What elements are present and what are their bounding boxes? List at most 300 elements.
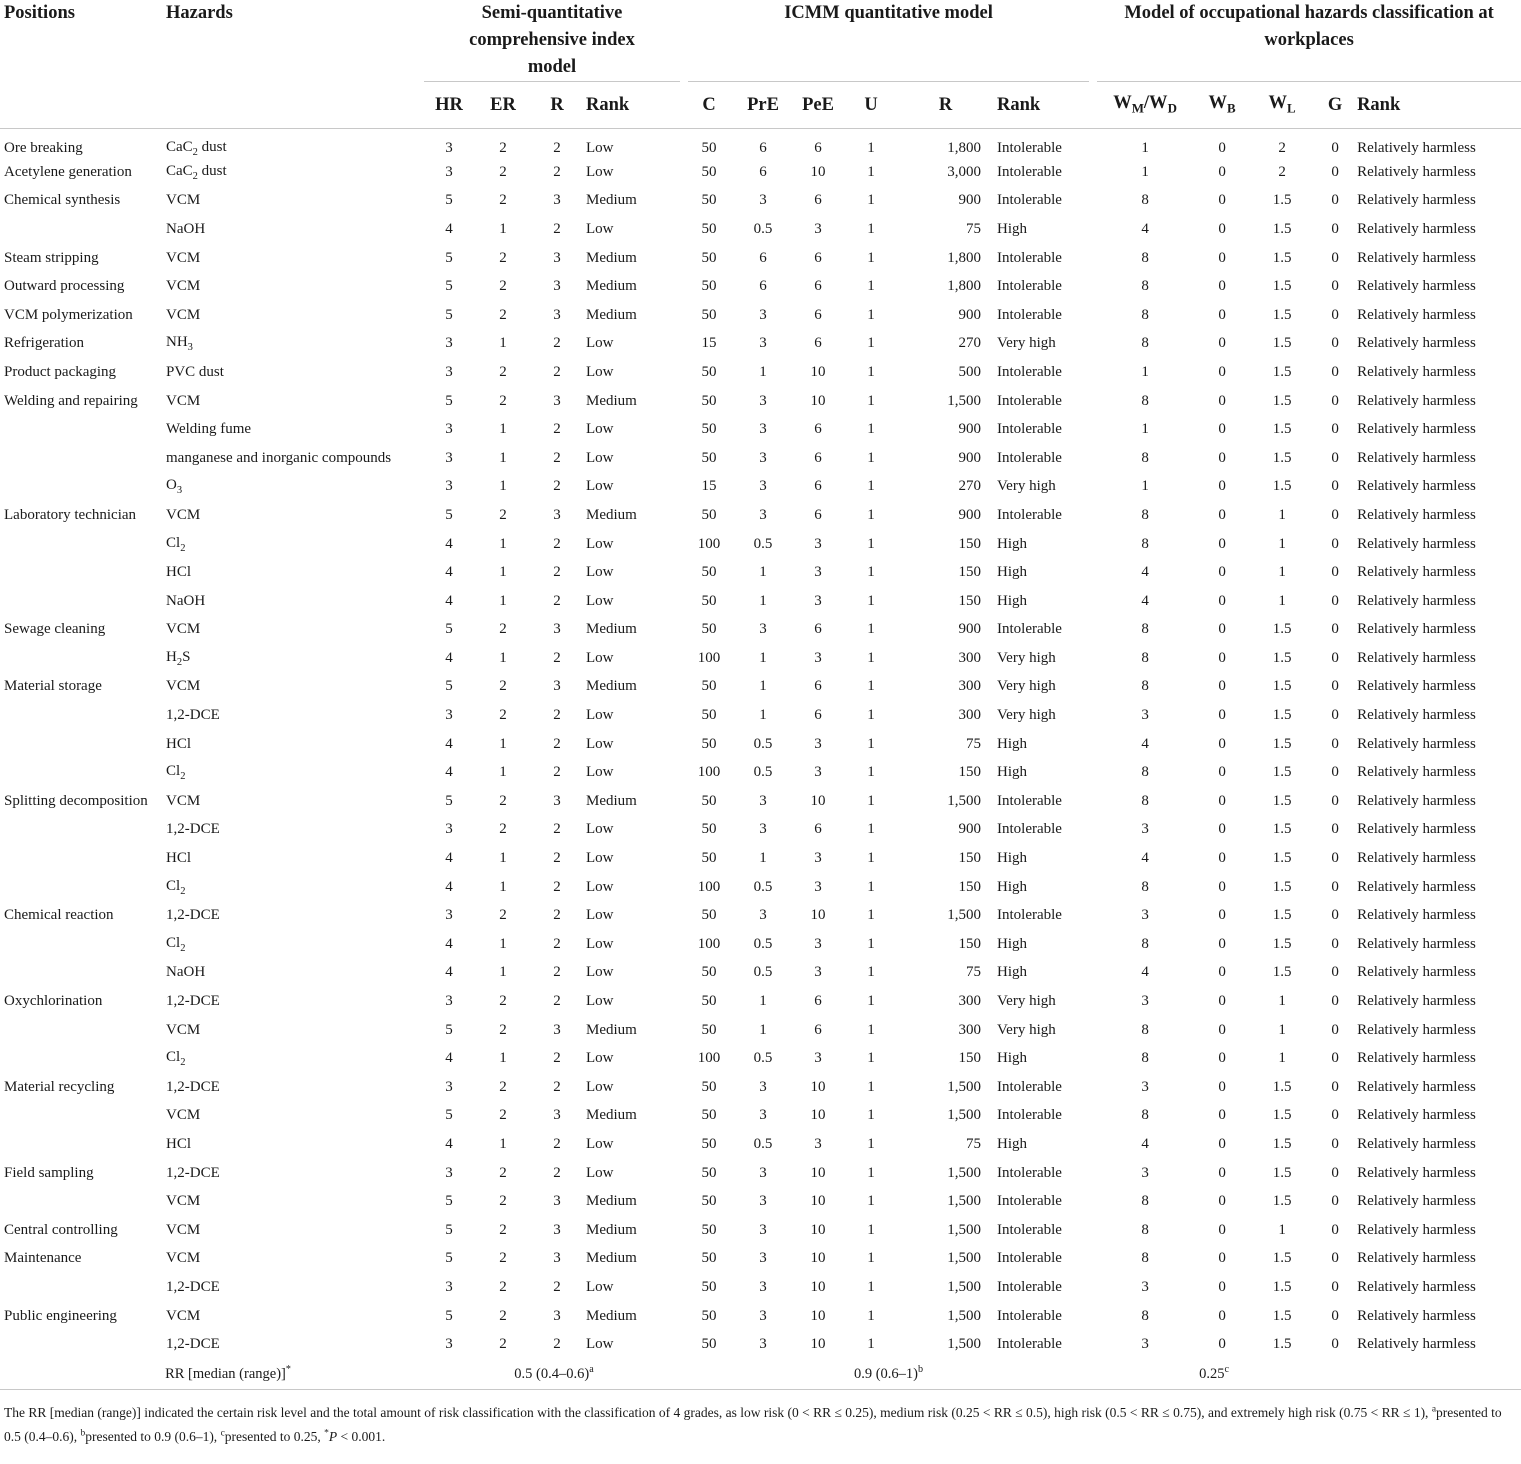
table-row [0, 1130, 1521, 1159]
cell-icmm-rank: Intolerable [997, 163, 1062, 180]
cell-sq-rank: Low [586, 421, 614, 438]
cell-icmm-r: 150 [958, 850, 981, 867]
cell-wl: 1.5 [1272, 707, 1292, 724]
cell-icmm-rank: Intolerable [997, 621, 1062, 638]
cell-icmm-rank: High [997, 1135, 1027, 1152]
cell-icmm-pre: 3 [759, 1221, 767, 1238]
cell-sq-rank: Medium [586, 506, 637, 523]
cell-sq-r: 3 [553, 506, 561, 523]
cell-wb: 0 [1218, 249, 1226, 266]
cell-sq-er: 2 [499, 1078, 507, 1095]
cell-icmm-pee: 10 [810, 163, 826, 180]
cell-sq-rank: Low [586, 764, 614, 781]
cell-icmm-u: 1 [867, 220, 875, 237]
cell-icmm-pee: 10 [810, 1250, 826, 1267]
rr-occupational [1093, 1359, 1521, 1390]
cell-icmm-pee: 6 [814, 449, 822, 466]
cell-wb: 0 [1218, 907, 1226, 924]
cell-icmm-r: 1,500 [947, 907, 981, 924]
cell-icmm-rank: Intolerable [997, 140, 1062, 156]
rr-label-text: RR [median (range)]* [165, 1364, 291, 1383]
col-wb-label: $W_B$ [1208, 93, 1236, 116]
table-row [0, 816, 1521, 845]
cell-sq-hr: 4 [445, 220, 453, 237]
cell-icmm-u: 1 [867, 335, 875, 352]
cell-sq-hr: 3 [445, 1336, 453, 1353]
table-row [0, 1216, 1521, 1245]
cell-icmm-pee: 10 [810, 363, 826, 380]
cell-sq-r: 2 [553, 592, 561, 609]
cell-sq-r: 2 [553, 1164, 561, 1181]
cell-sq-er: 2 [499, 306, 507, 323]
table-footnote [0, 1389, 1521, 1447]
cell-wm-wd: 8 [1141, 649, 1149, 666]
cell-icmm-pee: 3 [814, 1135, 822, 1152]
cell-icmm-rank: Very high [997, 1021, 1056, 1038]
cell-wl: 1 [1278, 506, 1286, 523]
cell-icmm-pre: 1 [759, 707, 767, 724]
cell-icmm-r: 150 [958, 564, 981, 581]
cell-icmm-u: 1 [867, 363, 875, 380]
cell-icmm-c: 50 [701, 792, 717, 809]
table-footnote-text: The RR [median (range)] indicated the certain risk level and the total amount of risk classification with the classification of 4 grades, as low risk (0 < RR ≤ 0.25), medium risk (0.25 < RR ≤ 0.5), high risk (0.5 < RR ≤ 0.75), and extremely high risk (0.75 < RR ≤ 1), $^a$presented to 0.5 (0.4–0.6), $^b$presented to 0.9 (0.6–1), $^c$presented to 0.25, *P < 0.001. [4, 1404, 1502, 1444]
cell-icmm-pee: 3 [814, 850, 822, 867]
table-row [0, 244, 1521, 273]
cell-occ-rank: Relatively harmless [1357, 220, 1476, 237]
cell-g: 0 [1331, 1193, 1339, 1210]
cell-occ-rank: Relatively harmless [1357, 1336, 1476, 1353]
cell-sq-hr: 4 [445, 735, 453, 752]
cell-icmm-pre: 0.5 [753, 220, 773, 237]
table-row [0, 301, 1521, 330]
cell-icmm-u: 1 [867, 678, 875, 695]
table-row [0, 330, 1521, 359]
cell-hazard: VCM [166, 1193, 201, 1210]
cell-g: 0 [1331, 678, 1339, 695]
cell-occ-rank: Relatively harmless [1357, 621, 1476, 638]
cell-sq-er: 2 [499, 192, 507, 209]
cell-wb: 0 [1218, 993, 1226, 1010]
table-row [0, 215, 1521, 244]
cell-icmm-pre: 1 [759, 993, 767, 1010]
cell-sq-er: 2 [499, 163, 507, 180]
cell-sq-r: 2 [553, 964, 561, 981]
cell-sq-r: 2 [553, 140, 561, 156]
cell-sq-hr: 5 [445, 678, 453, 695]
table-row [0, 187, 1521, 216]
cell-icmm-u: 1 [867, 1107, 875, 1124]
cell-sq-hr: 3 [445, 449, 453, 466]
cell-sq-hr: 5 [445, 278, 453, 295]
table-row [0, 758, 1521, 787]
col-icmm-r: R [938, 94, 953, 115]
cell-occ-rank: Relatively harmless [1357, 1164, 1476, 1181]
cell-sq-er: 2 [499, 1336, 507, 1353]
cell-icmm-pre: 1 [759, 1021, 767, 1038]
cell-hazard: $NH_3$ [166, 334, 193, 354]
cell-wl: 1.5 [1272, 935, 1292, 952]
cell-sq-hr: 5 [445, 192, 453, 209]
cell-wm-wd: 8 [1141, 621, 1149, 638]
cell-hazard: VCM [166, 792, 201, 809]
table-row [0, 959, 1521, 988]
cell-sq-hr: 5 [445, 1307, 453, 1324]
cell-sq-r: 2 [553, 478, 561, 495]
cell-icmm-r: 900 [958, 821, 981, 838]
cell-occ-rank: Relatively harmless [1357, 140, 1476, 156]
cell-icmm-rank: High [997, 935, 1027, 952]
cell-icmm-rank: Intolerable [997, 1164, 1062, 1181]
cell-occ-rank: Relatively harmless [1357, 735, 1476, 752]
cell-icmm-rank: Intolerable [997, 821, 1062, 838]
cell-icmm-rank: High [997, 592, 1027, 609]
cell-sq-r: 2 [553, 335, 561, 352]
cell-icmm-pre: 3 [759, 506, 767, 523]
cell-icmm-pee: 10 [810, 392, 826, 409]
group-icmm-title: ICMM quantitative model [688, 0, 1089, 82]
cell-hazard: NaOH [166, 964, 206, 981]
cell-icmm-pee: 6 [814, 678, 822, 695]
cell-wb: 0 [1218, 1135, 1226, 1152]
cell-wl: 1 [1278, 1221, 1286, 1238]
cell-sq-r: 2 [553, 878, 561, 895]
cell-position: Welding and repairing [4, 392, 138, 409]
cell-sq-r: 2 [553, 707, 561, 724]
cell-icmm-c: 50 [701, 850, 717, 867]
cell-icmm-pre: 1 [759, 564, 767, 581]
cell-icmm-pre: 3 [759, 1164, 767, 1181]
cell-sq-rank: Medium [586, 1307, 637, 1324]
cell-icmm-pee: 3 [814, 764, 822, 781]
cell-g: 0 [1331, 1050, 1339, 1067]
cell-icmm-u: 1 [867, 1193, 875, 1210]
col-hazards: Hazards [166, 3, 233, 23]
cell-wl: 1.5 [1272, 649, 1292, 666]
cell-wl: 1.5 [1272, 278, 1292, 295]
cell-icmm-c: 50 [701, 1250, 717, 1267]
cell-sq-r: 2 [553, 735, 561, 752]
cell-sq-rank: Low [586, 993, 614, 1010]
cell-position: Splitting decomposition [4, 792, 148, 809]
cell-sq-hr: 4 [445, 878, 453, 895]
cell-hazard: $H_2S$ [166, 648, 191, 668]
cell-sq-hr: 3 [445, 1278, 453, 1295]
cell-occ-rank: Relatively harmless [1357, 764, 1476, 781]
cell-sq-hr: 3 [445, 478, 453, 495]
cell-sq-r: 2 [553, 449, 561, 466]
cell-sq-rank: Low [586, 592, 614, 609]
cell-wm-wd: 4 [1141, 220, 1149, 237]
cell-sq-hr: 3 [445, 363, 453, 380]
col-icmm-pee: PeE [802, 94, 834, 115]
cell-sq-r: 2 [553, 564, 561, 581]
cell-wm-wd: 1 [1141, 421, 1149, 438]
cell-icmm-c: 100 [697, 535, 721, 552]
cell-icmm-pee: 6 [814, 306, 822, 323]
cell-wb: 0 [1218, 163, 1226, 180]
cell-icmm-c: 50 [701, 220, 717, 237]
cell-sq-rank: Low [586, 535, 614, 552]
cell-position [0, 844, 162, 873]
cell-wb: 0 [1218, 1336, 1226, 1353]
cell-icmm-rank: Intolerable [997, 421, 1062, 438]
cell-hazard: VCM [166, 278, 201, 295]
cell-g: 0 [1331, 306, 1339, 323]
cell-icmm-pee: 6 [814, 621, 822, 638]
cell-hazard: VCM [166, 1021, 201, 1038]
cell-icmm-pee: 3 [814, 964, 822, 981]
cell-wm-wd: 4 [1141, 735, 1149, 752]
cell-icmm-r: 150 [958, 535, 981, 552]
cell-occ-rank: Relatively harmless [1357, 935, 1476, 952]
cell-icmm-u: 1 [867, 993, 875, 1010]
cell-wm-wd: 8 [1141, 506, 1149, 523]
cell-wm-wd: 1 [1141, 363, 1149, 380]
cell-wb: 0 [1218, 850, 1226, 867]
cell-sq-er: 1 [499, 850, 507, 867]
cell-wl: 1.5 [1272, 478, 1292, 495]
cell-icmm-pre: 0.5 [753, 1050, 773, 1067]
cell-icmm-pee: 10 [810, 1107, 826, 1124]
cell-icmm-pre: 1 [759, 678, 767, 695]
cell-position [0, 816, 162, 845]
cell-g: 0 [1331, 935, 1339, 952]
cell-icmm-r: 150 [958, 1050, 981, 1067]
cell-position [0, 1273, 162, 1302]
cell-icmm-r: 150 [958, 935, 981, 952]
cell-icmm-r: 1,500 [947, 1107, 981, 1124]
cell-sq-er: 2 [499, 140, 507, 156]
cell-wm-wd: 3 [1141, 821, 1149, 838]
cell-icmm-u: 1 [867, 1078, 875, 1095]
cell-sq-er: 1 [499, 764, 507, 781]
cell-hazard: $Cl_2$ [166, 1049, 186, 1069]
cell-sq-hr: 5 [445, 621, 453, 638]
cell-sq-er: 1 [499, 449, 507, 466]
cell-wm-wd: 8 [1141, 306, 1149, 323]
table-row [0, 558, 1521, 587]
cell-icmm-c: 50 [701, 907, 717, 924]
cell-wb: 0 [1218, 1107, 1226, 1124]
cell-wl: 1 [1278, 592, 1286, 609]
cell-sq-er: 2 [499, 1193, 507, 1210]
cell-icmm-u: 1 [867, 449, 875, 466]
cell-position [0, 444, 162, 473]
cell-icmm-pre: 3 [759, 1307, 767, 1324]
cell-g: 0 [1331, 192, 1339, 209]
cell-occ-rank: Relatively harmless [1357, 564, 1476, 581]
cell-hazard: manganese and inorganic compounds [166, 449, 392, 466]
cell-sq-er: 2 [499, 907, 507, 924]
table-row [0, 1073, 1521, 1102]
cell-g: 0 [1331, 592, 1339, 609]
cell-wb: 0 [1218, 707, 1226, 724]
cell-g: 0 [1331, 850, 1339, 867]
cell-icmm-r: 75 [966, 735, 981, 752]
cell-position: Steam stripping [4, 249, 99, 266]
cell-icmm-r: 300 [958, 993, 981, 1010]
cell-occ-rank: Relatively harmless [1357, 1307, 1476, 1324]
cell-sq-r: 2 [553, 1336, 561, 1353]
cell-position [0, 558, 162, 587]
cell-sq-r: 3 [553, 1107, 561, 1124]
cell-sq-rank: Medium [586, 621, 637, 638]
cell-icmm-c: 50 [701, 1221, 717, 1238]
rr-icmm-text: 0.9 $(0.6-1)^b$ [853, 1364, 924, 1383]
cell-wl: 1 [1278, 993, 1286, 1010]
cell-icmm-u: 1 [867, 535, 875, 552]
table-row [0, 930, 1521, 959]
table-row [0, 730, 1521, 759]
cell-wm-wd: 1 [1141, 163, 1149, 180]
cell-g: 0 [1331, 735, 1339, 752]
cell-sq-er: 1 [499, 335, 507, 352]
cell-icmm-c: 100 [697, 764, 721, 781]
cell-position [0, 1187, 162, 1216]
cell-sq-rank: Low [586, 140, 614, 156]
cell-wb: 0 [1218, 421, 1226, 438]
cell-occ-rank: Relatively harmless [1357, 478, 1476, 495]
cell-position [0, 215, 162, 244]
cell-icmm-pee: 3 [814, 535, 822, 552]
cell-icmm-rank: Intolerable [997, 1250, 1062, 1267]
cell-sq-er: 1 [499, 1050, 507, 1067]
cell-icmm-pre: 0.5 [753, 878, 773, 895]
cell-sq-er: 2 [499, 1107, 507, 1124]
cell-wm-wd: 8 [1141, 792, 1149, 809]
cell-icmm-pre: 3 [759, 192, 767, 209]
cell-icmm-r: 900 [958, 421, 981, 438]
cell-sq-rank: Low [586, 220, 614, 237]
cell-sq-r: 3 [553, 1193, 561, 1210]
table-row [0, 616, 1521, 645]
cell-hazard: $Cl_2$ [166, 763, 186, 783]
cell-icmm-pee: 6 [814, 821, 822, 838]
cell-wl: 1.5 [1272, 421, 1292, 438]
cell-wl: 1.5 [1272, 821, 1292, 838]
rr-summary-row [0, 1359, 1521, 1390]
cell-wm-wd: 8 [1141, 1250, 1149, 1267]
cell-occ-rank: Relatively harmless [1357, 363, 1476, 380]
cell-sq-rank: Low [586, 964, 614, 981]
cell-hazard: HCl [166, 850, 192, 867]
cell-occ-rank: Relatively harmless [1357, 678, 1476, 695]
col-wb [1197, 82, 1247, 129]
table-row [0, 1102, 1521, 1131]
table-row [0, 444, 1521, 473]
cell-sq-hr: 5 [445, 506, 453, 523]
cell-sq-rank: Low [586, 564, 614, 581]
cell-icmm-r: 1,800 [947, 249, 981, 266]
cell-occ-rank: Relatively harmless [1357, 535, 1476, 552]
cell-icmm-pre: 3 [759, 1107, 767, 1124]
cell-sq-hr: 3 [445, 993, 453, 1010]
cell-icmm-r: 1,500 [947, 1078, 981, 1095]
cell-wl: 1.5 [1272, 1164, 1292, 1181]
cell-occ-rank: Relatively harmless [1357, 1193, 1476, 1210]
cell-icmm-pre: 3 [759, 306, 767, 323]
cell-icmm-pee: 6 [814, 278, 822, 295]
cell-icmm-c: 50 [701, 592, 717, 609]
cell-icmm-pre: 6 [759, 278, 767, 295]
cell-position [0, 1330, 162, 1359]
cell-icmm-c: 50 [701, 449, 717, 466]
cell-g: 0 [1331, 449, 1339, 466]
cell-icmm-pee: 3 [814, 649, 822, 666]
cell-hazard: VCM [166, 621, 201, 638]
cell-icmm-pre: 3 [759, 621, 767, 638]
cell-position [0, 415, 162, 444]
cell-hazard: 1,2-DCE [166, 707, 220, 724]
cell-icmm-r: 900 [958, 306, 981, 323]
cell-position: Field sampling [4, 1164, 94, 1181]
cell-occ-rank: Relatively harmless [1357, 907, 1476, 924]
cell-icmm-pee: 3 [814, 735, 822, 752]
cell-hazard: 1,2-DCE [166, 1164, 220, 1181]
cell-sq-hr: 5 [445, 1250, 453, 1267]
cell-sq-r: 3 [553, 1307, 561, 1324]
cell-icmm-pee: 10 [810, 1221, 826, 1238]
cell-sq-rank: Low [586, 478, 614, 495]
table-row [0, 1302, 1521, 1331]
cell-icmm-u: 1 [867, 278, 875, 295]
cell-occ-rank: Relatively harmless [1357, 421, 1476, 438]
col-g: G [1327, 94, 1343, 115]
cell-sq-r: 3 [553, 1250, 561, 1267]
rr-occupational-text: 0.25$^c$ [1199, 1364, 1229, 1383]
cell-icmm-pre: 3 [759, 392, 767, 409]
cell-hazard: PVC dust [166, 363, 224, 380]
cell-icmm-u: 1 [867, 850, 875, 867]
cell-icmm-u: 1 [867, 392, 875, 409]
cell-position: VCM polymerization [4, 306, 133, 323]
cell-icmm-c: 50 [701, 678, 717, 695]
cell-wm-wd: 8 [1141, 764, 1149, 781]
cell-icmm-r: 900 [958, 192, 981, 209]
cell-wl: 2 [1278, 140, 1286, 156]
cell-wm-wd: 8 [1141, 1050, 1149, 1067]
table-row [0, 530, 1521, 559]
cell-wl: 1 [1278, 1050, 1286, 1067]
cell-icmm-r: 270 [958, 478, 981, 495]
cell-icmm-r: 1,800 [947, 140, 981, 156]
table-row [0, 1245, 1521, 1274]
cell-icmm-c: 50 [701, 1336, 717, 1353]
cell-position: Acetylene generation [4, 163, 132, 180]
cell-wl: 1.5 [1272, 907, 1292, 924]
cell-wm-wd: 3 [1141, 1278, 1149, 1295]
cell-g: 0 [1331, 1336, 1339, 1353]
cell-sq-er: 1 [499, 1135, 507, 1152]
cell-icmm-r: 300 [958, 1021, 981, 1038]
col-wl [1247, 82, 1317, 129]
cell-sq-rank: Low [586, 363, 614, 380]
cell-hazard: 1,2-DCE [166, 1078, 220, 1095]
cell-icmm-rank: Intolerable [997, 792, 1062, 809]
cell-occ-rank: Relatively harmless [1357, 1221, 1476, 1238]
cell-icmm-c: 50 [701, 1107, 717, 1124]
cell-icmm-pee: 6 [814, 993, 822, 1010]
cell-sq-hr: 4 [445, 850, 453, 867]
cell-sq-er: 2 [499, 363, 507, 380]
cell-sq-rank: Medium [586, 1193, 637, 1210]
cell-icmm-pre: 3 [759, 421, 767, 438]
cell-wb: 0 [1218, 1221, 1226, 1238]
cell-hazard: VCM [166, 192, 201, 209]
cell-sq-hr: 4 [445, 1050, 453, 1067]
cell-hazard: 1,2-DCE [166, 821, 220, 838]
cell-sq-hr: 4 [445, 964, 453, 981]
